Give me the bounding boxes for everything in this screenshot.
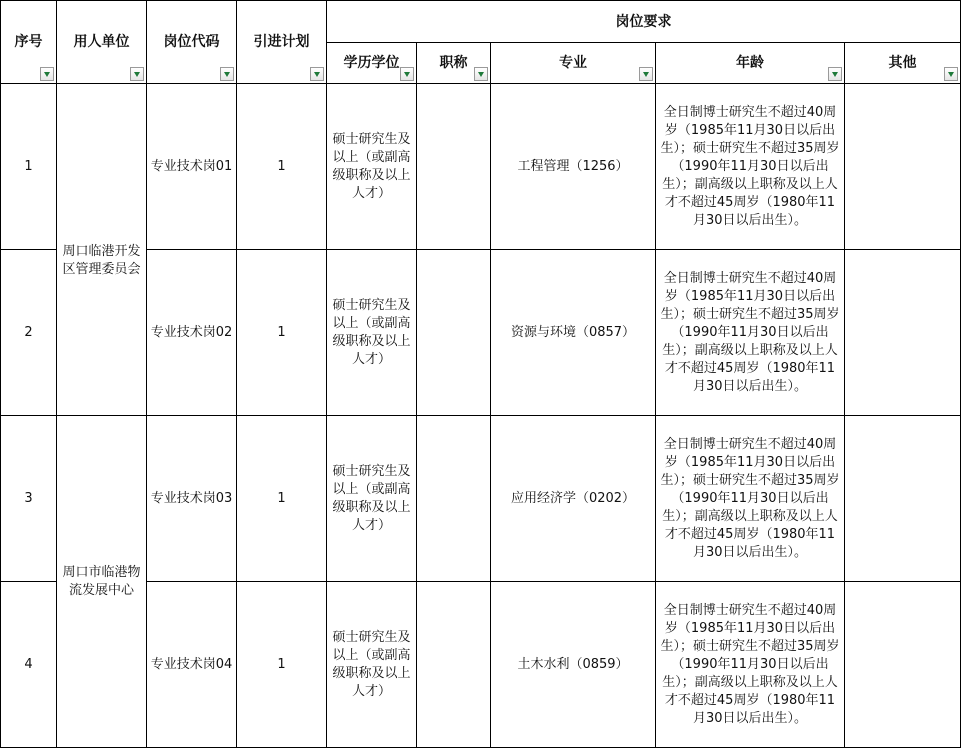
cell-major[interactable]: 应用经济学（0202） (491, 416, 656, 582)
header-age (656, 43, 845, 84)
cell-title[interactable] (417, 84, 491, 250)
header-unit (57, 1, 147, 84)
cell-unit[interactable]: 周口临港开发区管理委员会 (57, 84, 147, 416)
filter-dropdown-icon[interactable] (474, 67, 488, 81)
header-plan (237, 1, 327, 84)
cell-plan[interactable]: 1 (237, 416, 327, 582)
cell-other[interactable] (845, 250, 961, 416)
header-age-label: 年龄 (736, 55, 764, 71)
filter-dropdown-icon[interactable] (220, 67, 234, 81)
filter-dropdown-icon[interactable] (944, 67, 958, 81)
header-plan-label: 引进计划 (253, 34, 310, 50)
header-education-label: 学历学位 (343, 55, 400, 71)
cell-code[interactable]: 专业技术岗02 (147, 250, 237, 416)
cell-education[interactable]: 硕士研究生及以上（或副高级职称及以上人才） (327, 84, 417, 250)
cell-other[interactable] (845, 582, 961, 748)
header-unit-label: 用人单位 (73, 34, 130, 50)
cell-major[interactable]: 工程管理（1256） (491, 84, 656, 250)
cell-other[interactable] (845, 416, 961, 582)
cell-plan[interactable]: 1 (237, 582, 327, 748)
cell-major[interactable]: 土木水利（0859） (491, 582, 656, 748)
cell-plan[interactable]: 1 (237, 250, 327, 416)
cell-age[interactable]: 全日制博士研究生不超过40周岁（1985年11月30日以后出生）；硕士研究生不超过35周岁（1990年11月30日以后出生）；副高级以上职称及以上人才不超过45周岁（1980年11月30日以后出生）。 (656, 84, 845, 250)
cell-code[interactable]: 专业技术岗04 (147, 582, 237, 748)
cell-education[interactable]: 硕士研究生及以上（或副高级职称及以上人才） (327, 250, 417, 416)
header-seq-label: 序号 (14, 34, 43, 50)
header-title (417, 43, 491, 84)
filter-dropdown-icon[interactable] (130, 67, 144, 81)
filter-dropdown-icon[interactable] (400, 67, 414, 81)
cell-age[interactable]: 全日制博士研究生不超过40周岁（1985年11月30日以后出生）；硕士研究生不超过35周岁（1990年11月30日以后出生）；副高级以上职称及以上人才不超过45周岁（1980年11月30日以后出生）。 (656, 416, 845, 582)
header-code-label: 岗位代码 (163, 34, 220, 50)
cell-seq[interactable]: 2 (1, 250, 57, 416)
cell-title[interactable] (417, 582, 491, 748)
header-row-group (1, 1, 961, 43)
filter-dropdown-icon[interactable] (40, 67, 54, 81)
header-requirements: 岗位要求 (327, 1, 961, 43)
table-row[interactable] (1, 416, 961, 582)
header-major (491, 43, 656, 84)
header-title-label: 职称 (439, 55, 468, 71)
cell-code[interactable]: 专业技术岗01 (147, 84, 237, 250)
header-seq (1, 1, 57, 84)
cell-plan[interactable]: 1 (237, 84, 327, 250)
header-other-label: 其他 (888, 55, 917, 71)
cell-title[interactable] (417, 416, 491, 582)
cell-code[interactable]: 专业技术岗03 (147, 416, 237, 582)
header-other (845, 43, 961, 84)
cell-age[interactable]: 全日制博士研究生不超过40周岁（1985年11月30日以后出生）；硕士研究生不超过35周岁（1990年11月30日以后出生）；副高级以上职称及以上人才不超过45周岁（1980年11月30日以后出生）。 (656, 582, 845, 748)
cell-title[interactable] (417, 250, 491, 416)
table-row[interactable] (1, 84, 961, 250)
filter-dropdown-icon[interactable] (828, 67, 842, 81)
cell-seq[interactable]: 3 (1, 416, 57, 582)
cell-major[interactable]: 资源与环境（0857） (491, 250, 656, 416)
filter-dropdown-icon[interactable] (310, 67, 324, 81)
cell-seq[interactable]: 1 (1, 84, 57, 250)
cell-education[interactable]: 硕士研究生及以上（或副高级职称及以上人才） (327, 582, 417, 748)
cell-education[interactable]: 硕士研究生及以上（或副高级职称及以上人才） (327, 416, 417, 582)
cell-unit[interactable]: 周口市临港物流发展中心 (57, 416, 147, 748)
cell-age[interactable]: 全日制博士研究生不超过40周岁（1985年11月30日以后出生）；硕士研究生不超过35周岁（1990年11月30日以后出生）；副高级以上职称及以上人才不超过45周岁（1980年11月30日以后出生）。 (656, 250, 845, 416)
header-major-label: 专业 (559, 55, 587, 71)
header-education (327, 43, 417, 84)
cell-seq[interactable]: 4 (1, 582, 57, 748)
header-code (147, 1, 237, 84)
filter-dropdown-icon[interactable] (639, 67, 653, 81)
cell-other[interactable] (845, 84, 961, 250)
